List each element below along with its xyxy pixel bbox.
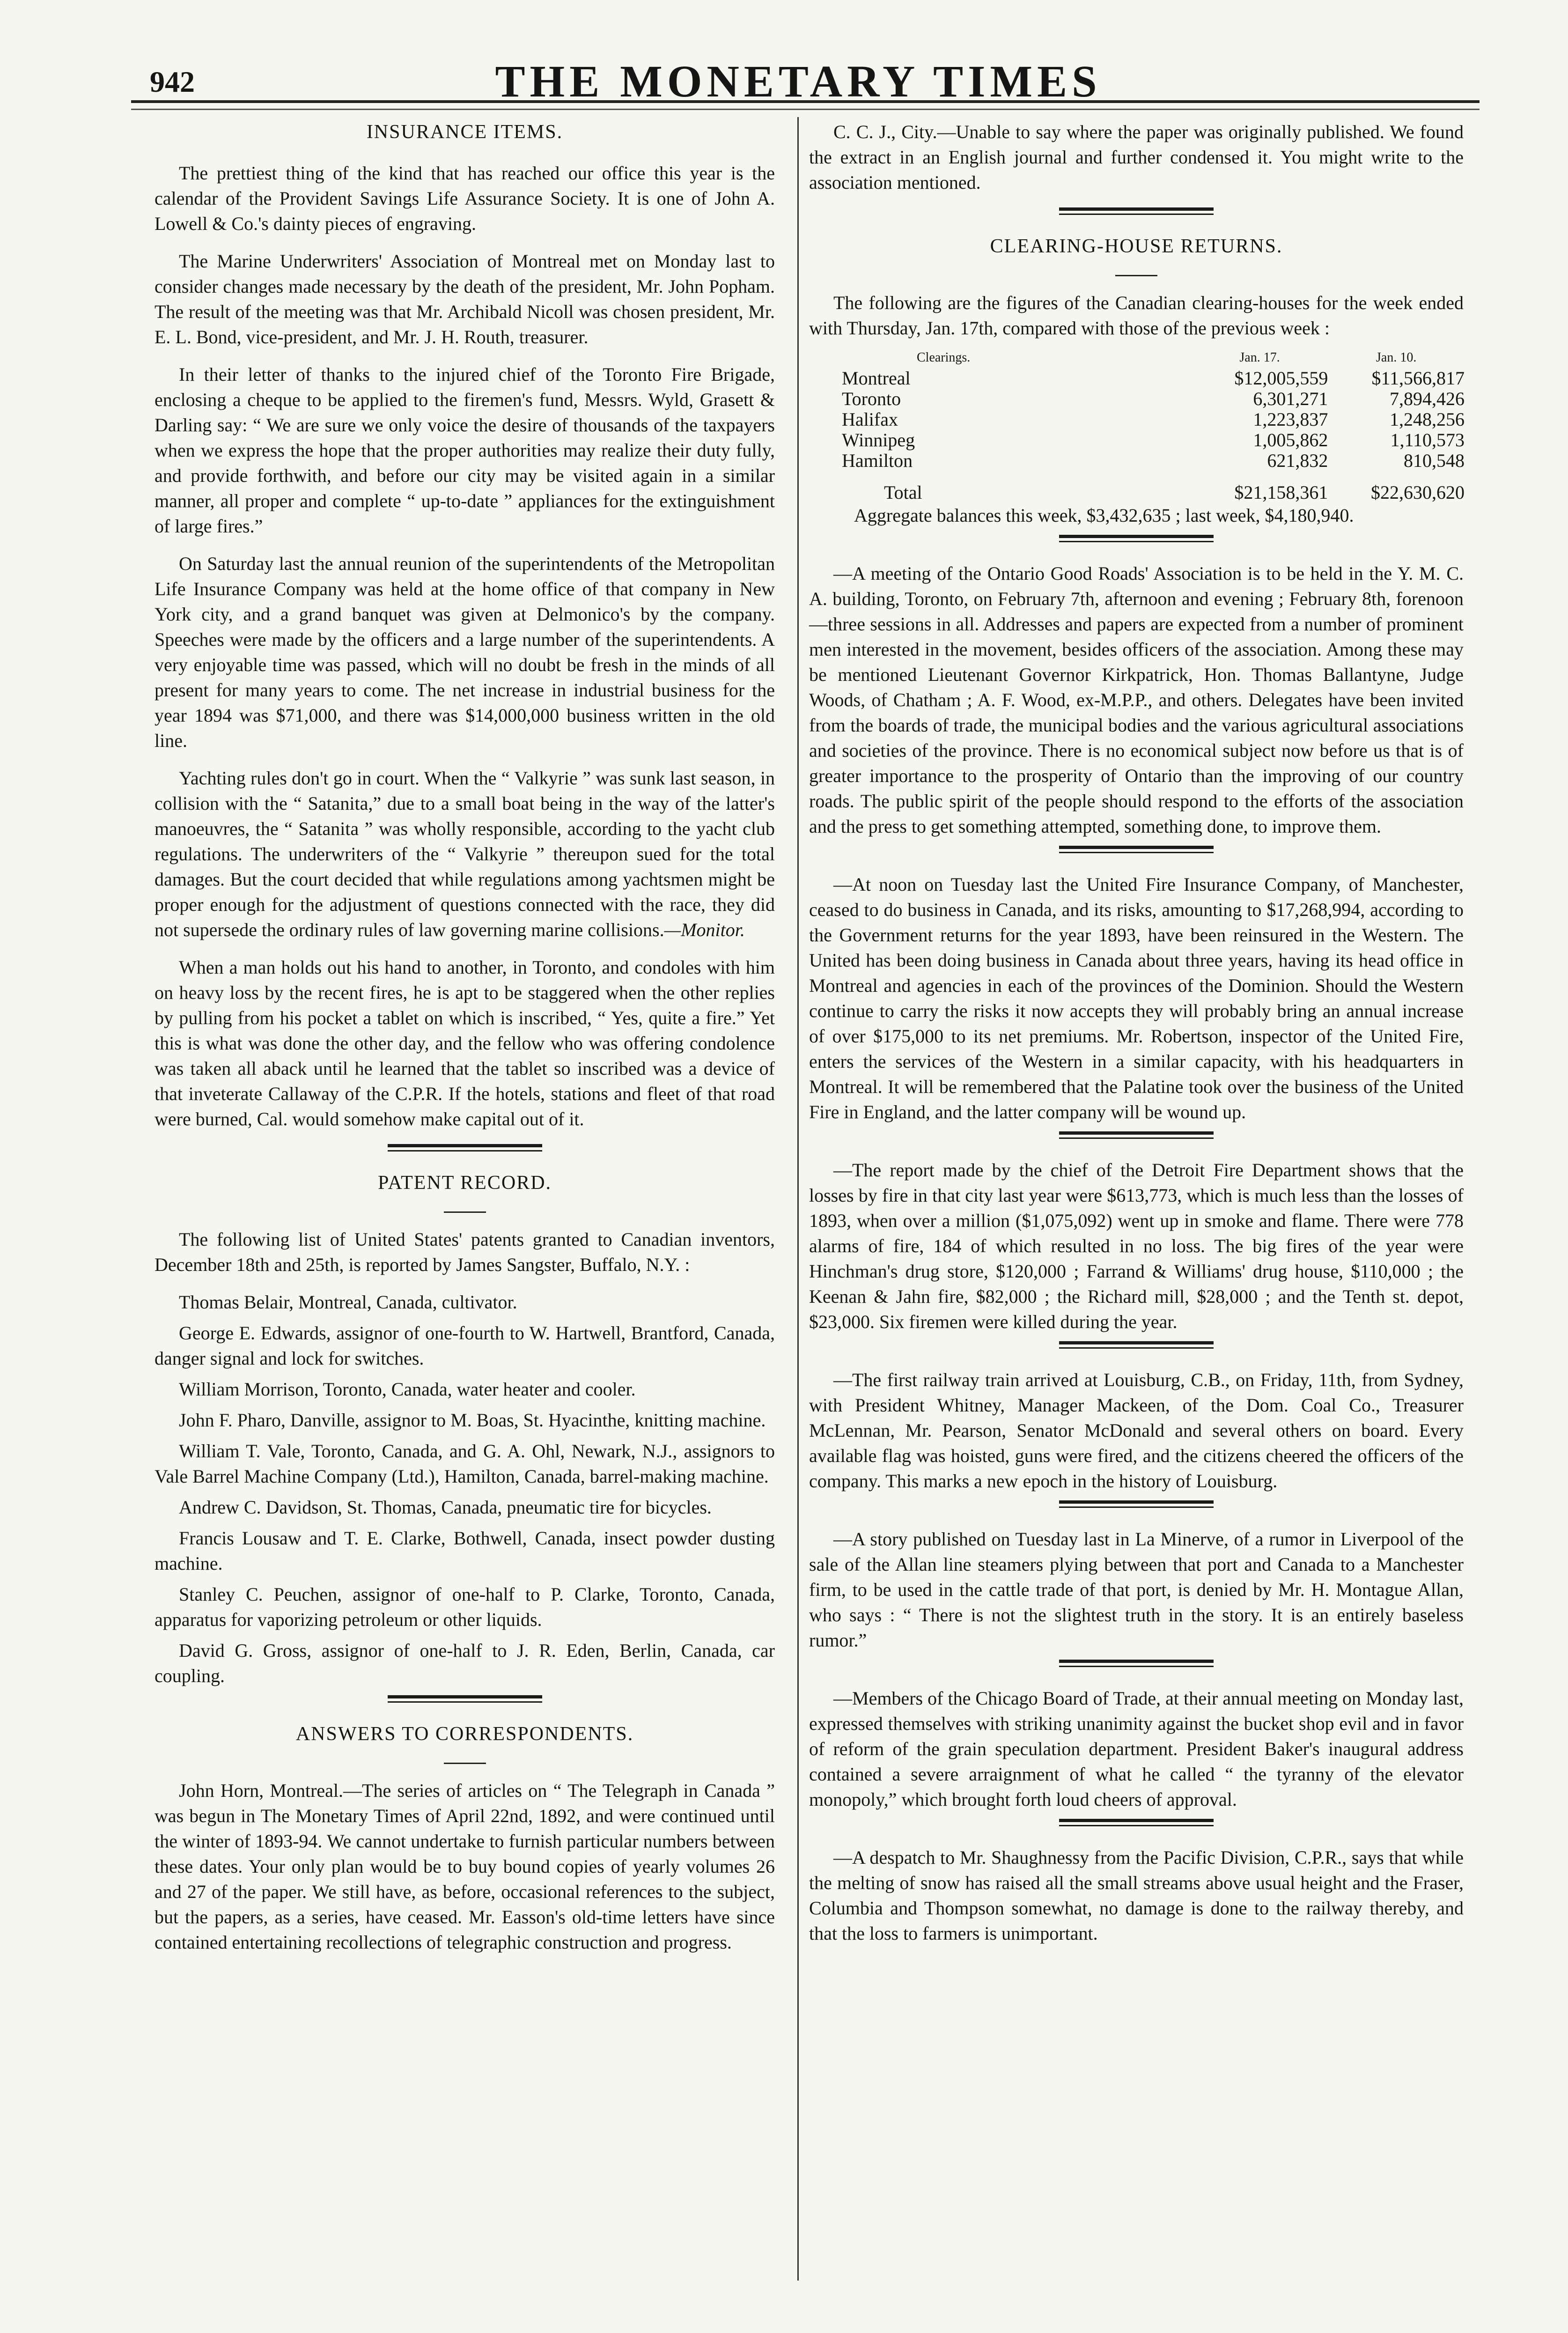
news-item: —A meeting of the Ontario Good Roads' Association is to be held in the Y. M. C. A. building, Toronto, on February 7th, afternoon and evening ; February 8th, forenoon—three sessions in all. Addresses and papers are expected from a number of prominent men interested in the movement, besides officers of the association. Among these may be mentioned Lieutenant Governor Kirkpatrick, Hon. Thomas Ballantyne, Judge Woods, of Chatham ; A. F. Wood, ex-M.P.P., and others. Delegates have been invited from the boards of trade, the municipal bodies and the various agricultural associations and societies of the province. There is no economical subject now before us that is of greater importance to the prosperity of Ontario than the improving of our country roads. The public spirit of the people should respond to the efforts of the association and the press to get something attempted, something done, to improve them. bbox=[809, 563, 1464, 837]
table-header: Jan. 17. bbox=[1239, 350, 1280, 365]
table-row bbox=[842, 409, 1465, 430]
table-header: Clearings. bbox=[917, 350, 971, 365]
table-total-row bbox=[842, 471, 1465, 503]
section-rule bbox=[1059, 1500, 1214, 1508]
table-cell: 1,110,573 bbox=[1390, 429, 1465, 450]
table-row bbox=[842, 450, 1465, 471]
cc-city-answer: C. C. J., City.—Unable to say where the paper was originally published. We found the extract in an English journal and further condensed it. You might write to the association mentioned. bbox=[809, 121, 1464, 193]
clearing-intro: The following are the figures of the Canadian clearing-houses for the week ended with Thursday, Jan. 17th, compared with those of the previous week : bbox=[809, 292, 1464, 339]
clearing-table bbox=[842, 347, 1465, 503]
total-cell: $22,630,620 bbox=[1371, 482, 1465, 503]
patent-item: George E. Edwards, assignor of one-fourth to W. Hartwell, Brantford, Canada, danger signal and lock for switches. bbox=[155, 1322, 775, 1369]
section-rule bbox=[1059, 535, 1214, 542]
section-rule bbox=[1059, 1660, 1214, 1667]
table-cell: $12,005,559 bbox=[1234, 368, 1328, 389]
heading-underline bbox=[444, 1211, 486, 1213]
masthead-rule-thin bbox=[131, 109, 1480, 110]
answers-heading: ANSWERS TO CORRESPONDENTS. bbox=[295, 1723, 634, 1745]
patent-item: William T. Vale, Toronto, Canada, and G. A. Ohl, Newark, N.J., assignors to Vale Barrel Machine Company (Ltd.), Hamilton, Canada, barrel-making machine. bbox=[155, 1440, 775, 1487]
patent-item: Stanley C. Peuchen, assignor of one-half to P. Clarke, Toronto, Canada, apparatus for vaporizing petroleum or other liquids. bbox=[155, 1584, 775, 1630]
masthead-rule bbox=[131, 100, 1480, 103]
table-header: Jan. 10. bbox=[1376, 350, 1417, 365]
table-row bbox=[842, 430, 1465, 450]
insurance-paragraph: The Marine Underwriters' Association of Montreal met on Monday last to consider changes made necessary by the death of the president, Mr. John Popham. The result of the meeting was that Mr. Archibald Nicoll was chosen president, Mr. E. L. Bond, vice-president, and Mr. J. H. Routh, treasurer. bbox=[155, 251, 775, 347]
section-rule bbox=[1059, 207, 1214, 215]
table-cell: 6,301,271 bbox=[1253, 388, 1328, 409]
section-rule bbox=[1059, 1131, 1214, 1139]
section-rule bbox=[1059, 846, 1214, 853]
patent-heading: PATENT RECORD. bbox=[377, 1172, 552, 1194]
table-cell: 1,223,837 bbox=[1253, 409, 1328, 430]
table-cell-city: Halifax bbox=[842, 409, 898, 430]
news-item: —Members of the Chicago Board of Trade, at their annual meeting on Monday last, expressed themselves with striking unanimity against the bucket shop evil and in favor of reform of the grain speculation department. President Baker's inaugural address contained a severe arraignment of what he called “ the tyranny of the elevator monopoly,” which brought forth loud cheers of approval. bbox=[809, 1688, 1464, 1810]
table-cell-city: Hamilton bbox=[842, 450, 913, 471]
insurance-heading: INSURANCE ITEMS. bbox=[366, 121, 563, 143]
masthead-title: THE MONETARY TIMES bbox=[495, 56, 1102, 106]
heading-underline bbox=[444, 1763, 486, 1764]
news-item: —A despatch to Mr. Shaughnessy from the Pacific Division, C.P.R., says that while the melting of snow has raised all the small streams above usual height and the Fraser, Columbia and Thompson somewhat, no damage is done to the railway thereby, and that the loss to farmers is unimportant. bbox=[809, 1847, 1464, 1944]
column-divider bbox=[797, 117, 799, 2281]
answers-text: John Horn, Montreal.—The series of articles on “ The Telegraph in Canada ” was begun in The Monetary Times of April 22nd, 1892, and were continued until the winter of 1893-94. We cannot undertake to furnish particular numbers between these dates. Your only plan would be to buy bound copies of yearly volumes 26 and 27 of the paper. We still have, as before, occasional references to the subject, but the papers, as a series, have ceased. Mr. Easson's old-time letters have since contained entertaining recollections of telegraphic construction and progress. bbox=[155, 1780, 775, 1953]
table-row bbox=[842, 368, 1465, 389]
aggregate-balances: Aggregate balances this week, $3,432,635 ; last week, $4,180,940. bbox=[854, 505, 1354, 526]
clearing-heading: CLEARING-HOUSE RETURNS. bbox=[990, 236, 1283, 257]
insurance-paragraph: In their letter of thanks to the injured chief of the Toronto Fire Brigade, enclosing a cheque to be applied to the firemen's fund, Messrs. Wyld, Grasett & Darling say: “ We are sure we only voice the desire of thousands of the taxpayers when we express the hope that the proper authorities may realize their duty fully, and provide forthwith, and before our city may be visited again in a similar manner, all proper and complete “ up-to-date ” appliances for the extinguishment of large fires.” bbox=[155, 364, 775, 537]
news-item: —The report made by the chief of the Detroit Fire Department shows that the losses by fire in that city last year were $613,773, which is much less than the losses of 1893, when over a million ($1,075,092) went up in smoke and flame. There were 778 alarms of fire, 184 of which resulted in no loss. The big fires of the year were Hinchman's drug store, $120,000 ; Farrand & Williams' drug house, $110,000 ; the Keenan & Jahn fire, $82,000 ; the Richard mill, $28,000 ; and the Tenth st. depot, $23,000. Six firemen were killed during the year. bbox=[809, 1159, 1464, 1332]
yachting-source: —Monitor. bbox=[664, 919, 745, 940]
section-rule bbox=[1059, 1341, 1214, 1349]
left-column bbox=[155, 119, 775, 1955]
section-rule bbox=[388, 1695, 542, 1703]
table-cell-city: Montreal bbox=[842, 368, 911, 389]
patent-item: William Morrison, Toronto, Canada, water heater and cooler. bbox=[179, 1379, 636, 1400]
table-cell-city: Winnipeg bbox=[842, 429, 915, 450]
insurance-paragraph bbox=[155, 766, 775, 943]
table-cell: $11,566,817 bbox=[1371, 368, 1465, 389]
table-cell: 7,894,426 bbox=[1390, 388, 1465, 409]
table-cell: 1,248,256 bbox=[1390, 409, 1465, 430]
news-item: —A story published on Tuesday last in La Minerve, of a rumor in Liverpool of the sale of the Allan line steamers plying between that port and Canada to a Manchester firm, to be used in the cattle trade of that port, is denied by Mr. H. Montague Allan, who says : “ There is not the slightest truth in the story. It is an entirely baseless rumor.” bbox=[809, 1528, 1464, 1651]
table-cell: 621,832 bbox=[1267, 450, 1328, 471]
insurance-paragraph: The prettiest thing of the kind that has reached our office this year is the calendar of the Provident Savings Life Assurance Society. It is one of John A. Lowell & Co.'s dainty pieces of engraving. bbox=[155, 162, 775, 234]
table-cell: 810,548 bbox=[1404, 450, 1465, 471]
table-header-row bbox=[842, 347, 1465, 368]
total-cell: $21,158,361 bbox=[1234, 482, 1328, 503]
yachting-text: Yachting rules don't go in court. When the “ Valkyrie ” was sunk last season, in collision with the “ Satanita,” due to a small boat being in the way of the latter's manoeuvres, the “ Satanita ” was wholly responsible, according to the yacht club regulations. The underwriters of the “ Valkyrie ” thereupon sued for the total damages. But the court decided that while regulations among yachtsmen might be proper enough for the adjustment of questions connected with the race, they did not supersede the ordinary rules of law governing marine collisions. bbox=[155, 768, 775, 940]
section-rule bbox=[388, 1144, 542, 1152]
table-cell-city: Toronto bbox=[842, 388, 901, 409]
right-column bbox=[809, 119, 1464, 1946]
table-row bbox=[842, 389, 1465, 409]
total-label: Total bbox=[884, 482, 922, 503]
insurance-paragraph: When a man holds out his hand to another, in Toronto, and condoles with him on heavy loss by the recent fires, he is apt to be staggered when the other replies by pulling from his pocket a tablet on which is inscribed, “ Yes, quite a fire.” Yet this is what was done the other day, and the fellow who was offering condolence was taken all aback until he learned that the tablet so inscribed was a device of that inveterate Callaway of the C.P.R. If the hotels, stations and fleet of that road were burned, Cal. would somehow make capital out of it. bbox=[155, 957, 775, 1130]
insurance-paragraph: On Saturday last the annual reunion of the superintendents of the Metropolitan Life Insurance Company was held at the home office of that company in New York city, and a grand banquet was given at Delmonico's by the company. Speeches were made by the officers and a large number of the superintendents. A very enjoyable time was passed, which will no doubt be fresh in the minds of all present for many years to come. The net increase in industrial business for the year 1894 was $71,000, and there was $14,000,000 business written in the old line. bbox=[155, 553, 775, 751]
patent-item: Thomas Belair, Montreal, Canada, cultivator. bbox=[179, 1292, 517, 1313]
table-cell: 1,005,862 bbox=[1253, 429, 1328, 450]
news-item: —At noon on Tuesday last the United Fire Insurance Company, of Manchester, ceased to do business in Canada, and its risks, amounting to $17,268,994, according to the Government returns for the year 1893, have been reinsured in the Western. The United has been doing business in Canada about three years, having its head office in Montreal and agencies in each of the provinces of the Dominion. Should the Western continue to carry the risks it now accepts they will probably bring an annual increase of over $175,000 to its net premiums. Mr. Robertson, inspector of the United Fire, enters the services of the Western in a similar capacity, with his headquarters in Montreal. It will be remembered that the Palatine took over the business of the United Fire in England, and the latter company will be wound up. bbox=[809, 874, 1464, 1122]
news-item: —The first railway train arrived at Louisburg, C.B., on Friday, 11th, from Sydney, with President Whitney, Manager Mackeen, of the Dom. Coal Co., Treasurer McLennan, Mr. Pearson, Senator McDonald and several others on board. Every available flag was hoisted, guns were fired, and the citizens cheered the officers of the company. This marks a new epoch in the history of Louisburg. bbox=[809, 1369, 1464, 1491]
patent-item: Francis Lousaw and T. E. Clarke, Bothwell, Canada, insect powder dusting machine. bbox=[155, 1528, 775, 1574]
patent-item: John F. Pharo, Danville, assignor to M. Boas, St. Hyacinthe, knitting machine. bbox=[179, 1410, 766, 1431]
patent-intro: The following list of United States' patents granted to Canadian inventors, December 18th and 25th, is reported by James Sangster, Buffalo, N.Y. : bbox=[155, 1229, 775, 1275]
section-rule bbox=[1059, 1819, 1214, 1826]
patent-item: David G. Gross, assignor of one-half to J. R. Eden, Berlin, Canada, car coupling. bbox=[155, 1640, 775, 1686]
page-number: 942 bbox=[150, 65, 195, 98]
heading-underline bbox=[1115, 275, 1157, 276]
patent-item: Andrew C. Davidson, St. Thomas, Canada, pneumatic tire for bicycles. bbox=[179, 1497, 712, 1518]
